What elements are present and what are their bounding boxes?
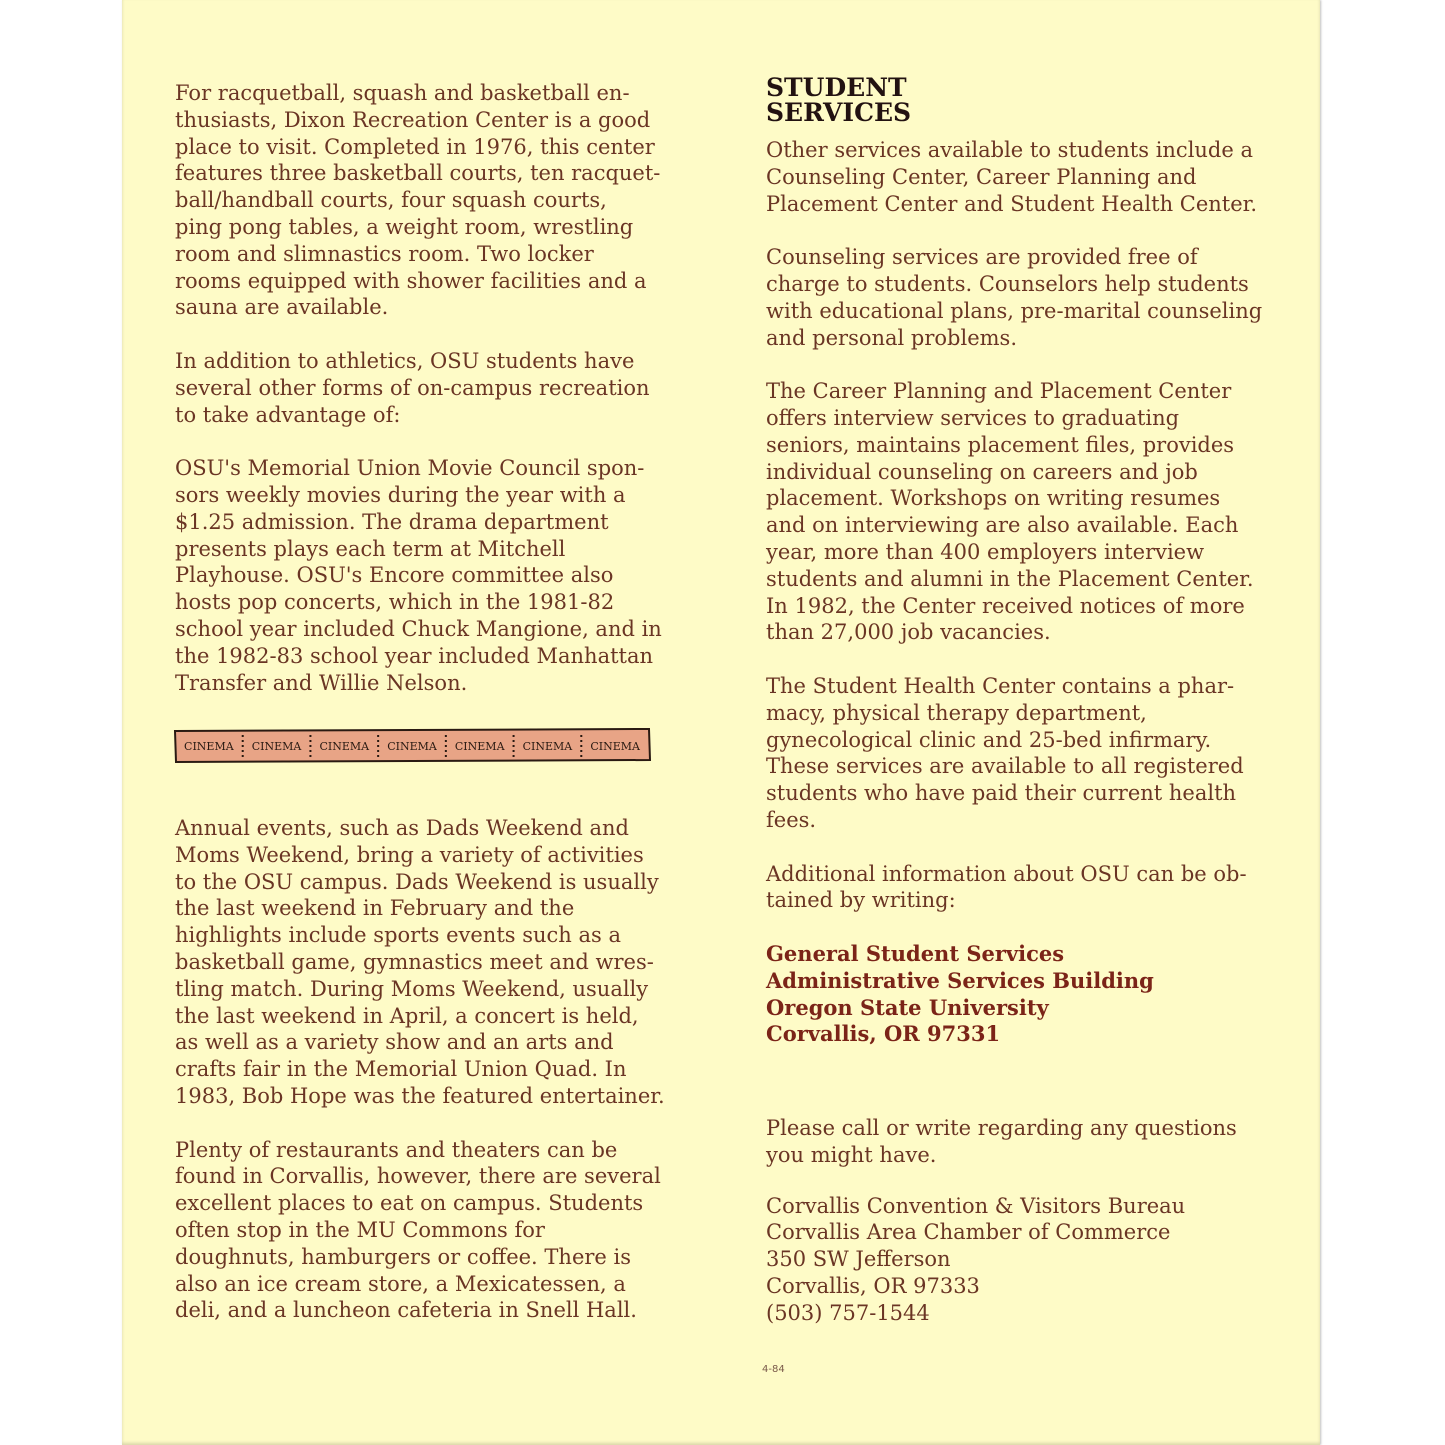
osu-mailing-address: General Student Services Administrative Services Building Oregon State University Corvallis, OR 97331 [766, 940, 1154, 1047]
career-planning-paragraph: The Career Planning and Placement Center offers interview services to graduating seniors, maintains placement files, provides individual counseling on careers and job placement. Workshops on writing resumes and on interviewing are also available. Each year, more than 400 employers interview students and alumni in the Placement Center. In 1982, the Center received notices of more than 27,000 job vacancies. [766, 379, 1254, 645]
print-code: 4-84 [762, 1364, 785, 1375]
right-column [766, 75, 1266, 1327]
annual-events-paragraph: Annual events, such as Dads Weekend and Moms Weekend, bring a variety of activities to the OSU campus. Dads Weekend is usually the last weekend in February and the highlights include sports events such as a basketball game, gymnastics meet and wres- tling match. During Moms Weekend, usually the last weekend in April, a concert is held, as well as a variety show and an arts and crafts fair in the Memorial Union Quad. In 1983, Bob Hope was the featured entertainer. [175, 816, 665, 1108]
brochure-page [122, 0, 1320, 1445]
cinema-ticket-label: CINEMA [454, 740, 505, 753]
cinema-ticket-label: CINEMA [184, 740, 234, 753]
cinema-ticket-label: CINEMA [522, 740, 573, 753]
cinema-ticket-strip [172, 726, 652, 764]
cinema-ticket-label: CINEMA [387, 740, 437, 753]
services-overview-paragraph: Other services available to students include a Counseling Center, Career Planning and Placement Center and Student Health Center. [766, 138, 1258, 216]
cinema-ticket-label: CINEMA [590, 740, 640, 753]
additional-info-paragraph: Additional information about OSU can be ob- tained by writing: [766, 861, 1247, 913]
on-campus-recreation-paragraph: In addition to athletics, OSU students have several other forms of on-campus recreation to take advantage of: [175, 348, 650, 427]
counseling-paragraph: Counseling services are provided free of charge to students. Counselors help students with educational plans, pre-marital counseling and personal problems. [766, 245, 1263, 350]
cinema-ticket-label: CINEMA [319, 740, 370, 753]
movies-concerts-paragraph: OSU's Memorial Union Movie Council spon- sors weekly movies during the year with a $1.25 admission. The drama department presents plays each term at Mitchell Playhouse. OSU's Encore committee also hosts pop concerts, which in the 1981-82 school year included Chuck Mangione, and in the 1982-83 school year included Manhattan Transfer and Willie Nelson. [175, 456, 662, 695]
health-center-paragraph: The Student Health Center contains a phar- macy, physical therapy department, gynecological clinic and 25-bed infirmary. These services are available to all registered students who have paid their current health fees. [766, 673, 1244, 832]
student-services-heading: STUDENT SERVICES [766, 73, 912, 127]
visitors-bureau-address: Corvallis Convention & Visitors Bureau Corvallis Area Chamber of Commerce 350 SW Jefferson Corvallis, OR 97333 (503) 757-1544 [766, 1193, 1186, 1325]
call-or-write-text: Please call or write regarding any questions you might have. [766, 1116, 1237, 1167]
cinema-ticket-label: CINEMA [251, 740, 302, 753]
restaurants-paragraph: Plenty of restaurants and theaters can be found in Corvallis, however, there are several excellent places to eat on campus. Students often stop in the MU Commons for doughnuts, hamburgers or coffee. There is also an ice cream store, a Mexicatessen, a deli, and a luncheon cafeteria in Snell Hall. [175, 1137, 661, 1323]
dixon-recreation-paragraph: For racquetball, squash and basketball en- thusiasts, Dixon Recreation Center is a good place to visit. Completed in 1976, this center features three basketball courts, ten racquet- ball/handball courts, four squash courts, ping pong tables, a weight room, wrestling room and slimnastics room. Two locker rooms equipped with shower facilities and a sauna are available. [175, 81, 661, 320]
left-column [175, 80, 675, 696]
left-column-lower [175, 815, 675, 1324]
